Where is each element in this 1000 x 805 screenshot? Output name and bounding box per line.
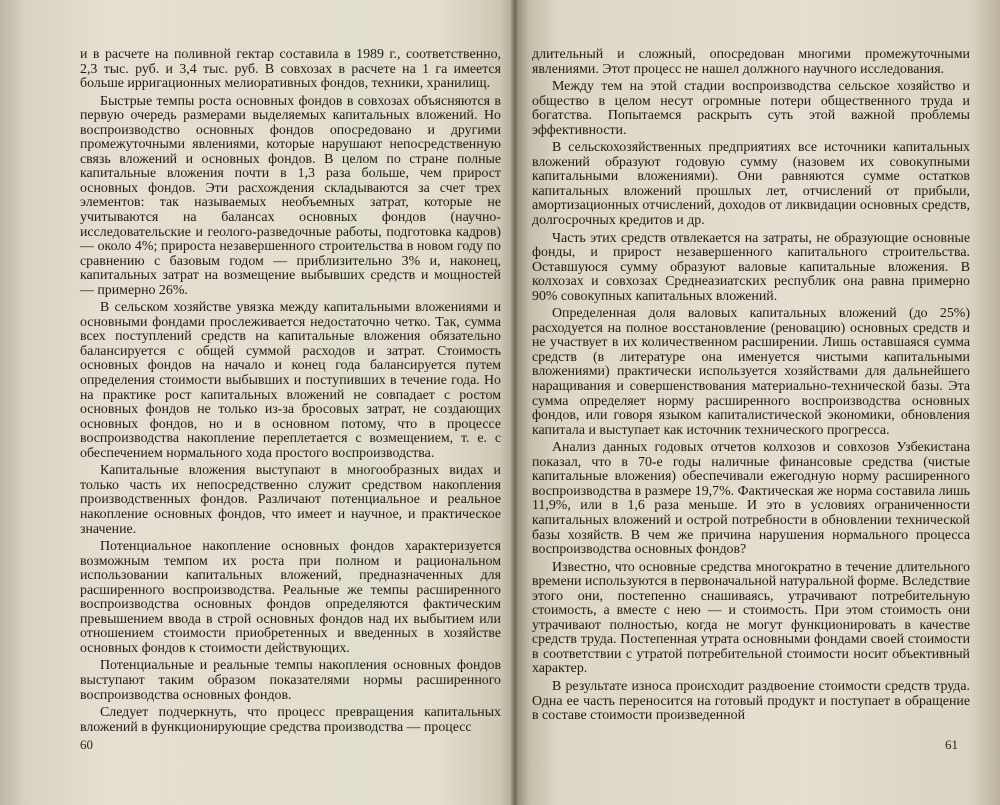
- paragraph: В результате износа происходит раздвоение стоимости средств труда. Одна ее часть переносится на готовый продукт и поступает в обращение в составе стоимости произведенной: [532, 678, 970, 724]
- page-number: 60: [80, 737, 93, 753]
- paragraph: Известно, что основные средства многократно в течение длительного времени используются в первоначальной натуральной форме. Вследствие этого они, постепенно снашиваясь, утрачивают потребительную стоимость, а вместе с нею — и стоимость. При этом стоимость они утрачивают полностью, когда не могут функционировать в качестве средств труда. Постепенная утрата основными фондами своей стоимости в соответствии с утратой потребительной стоимости носит объективный характер.: [532, 559, 970, 677]
- page-number: 61: [945, 737, 958, 753]
- paragraph: Потенциальное накопление основных фондов характеризуется возможным темпом их роста при полном и рациональном использовании капитальных вложений, предназначенных для расширенного воспроизводства. Реальные же темпы расширенного воспроизводства основных фондов определяются фактическим превышением ввода в строй основных фондов над их выбытием или отношением стоимости приобретенных и введенных в хозяйстве основных фондов к стоимости действующих.: [80, 539, 501, 656]
- right-page: [515, 0, 1000, 805]
- paragraph: Потенциальные и реальные темпы накопления основных фондов выступают таким образом показателями нормы расширенного воспроизводства основных фондов.: [80, 658, 501, 703]
- paragraph: Следует подчеркнуть, что процесс превращения капитальных вложений в функционирующие средства производства — процесс: [80, 705, 501, 735]
- paragraph: длительный и сложный, опосредован многими промежуточными явлениями. Этот процесс не нашел должного научного исследования.: [532, 47, 970, 77]
- paragraph: Часть этих средств отвлекается на затраты, не образующие основные фонды, и прирост незавершенного капитального строительства. Оставшуюся сумму образуют валовые капитальные вложения. В колхозах и совхозах Среднеазиатских республик она равна примерно 90% совокупных капитальных вложений.: [532, 230, 970, 304]
- paragraph: Между тем на этой стадии воспроизводства сельское хозяйство и общество в целом несут огромные потери общественного труда и богатства. Попытаемся раскрыть суть этой важной проблемы эффективности.: [532, 79, 970, 138]
- paragraph: Быстрые темпы роста основных фондов в совхозах объясняются в первую очередь размерами выделяемых капитальных вложений. Но воспроизводство основных фондов опосредовано и другими промежуточными явлениями, которые нарушают непосредственную связь вложений и основных фондов. В целом по стране полные капитальные вложения почти в 1,3 раза больше, чем прирост основных фондов. Эти расхождения складываются за счет трех элементов: так называемых необъемных затрат, которые не учитываются на балансах основных фондов (научно-исследовательские и геолого-разведочные работы, подготовка кадров) — около 4%; прироста незавершенного строительства в новом году по сравнению с базовым годом — приблизительно 3% и, наконец, капитальных затрат на возмещение выбывших средств и мощностей — примерно 26%.: [80, 93, 501, 298]
- paragraph: Анализ данных годовых отчетов колхозов и совхозов Узбекистана показал, что в 70-е годы наличные финансовые средства (чистые капитальные вложения) обеспечивали ежегодную норму расширенного воспроизводства в размере 19,7%. Фактическая же норма составила лишь 11,9%, или в 1,6 раза меньше. И это в условиях ограниченности капитальных вложений и острой потребности в обновлении технической базы хозяйств. В чем же причина нарушения нормального процесса воспроизводства основных фондов?: [532, 440, 970, 558]
- paragraph: В сельском хозяйстве увязка между капитальными вложениями и основными фондами прослеживается недостаточно четко. Так, сумма всех поступлений средств на капитальные вложения обязательно балансируется с общей суммой расходов и затрат. Стоимость основных фондов на начало и конец года балансируется путем определения стоимости выбывших и поступивших в течение года. Но на практике рост капитальных вложений не совпадает с ростом основных фондов не только из-за бросовых затрат, не создающих основных фондов, но и в основном потому, что в процессе воспроизводства накопление переплетается с возмещением, т. е. с обеспечением нормального хода простого воспроизводства.: [80, 300, 501, 461]
- paragraph: и в расчете на поливной гектар составила в 1989 г., соответственно, 2,3 тыс. руб. и 3,4 тыс. руб. В совхозах в расчете на 1 га имеется больше ирригационных мелиоративных фондов, техники, хранилищ.: [80, 47, 501, 92]
- paragraph: В сельскохозяйственных предприятиях все источники капитальных вложений образуют годовую сумму (назовем их совокупными капитальными вложениями). Они равняются сумме остатков капитальных вложений прошлых лет, отчислений от прибыли, амортизационных отчислений, доходов от ликвидации основных средств, долгосрочных кредитов и др.: [532, 140, 970, 229]
- book-gutter: [511, 0, 519, 805]
- paragraph: Капитальные вложения выступают в многообразных видах и только часть их непосредственно служит средством накопления производственных фондов. Различают потенциальное и реальное накопление основных фондов, что имеет и научное, и практическое значение.: [80, 463, 501, 537]
- paragraph: Определенная доля валовых капитальных вложений (до 25%) расходуется на полное восстановление (реновацию) основных средств и не участвует в их количественном расширении. Лишь оставшаяся сумма средств (в литературе она именуется чистыми капитальными вложениями) практически используется хозяйствами для дальнейшего наращивания и совершенствования материально-технической базы. Эта сумма определяет норму расширенного воспроизводства основных фондов, или говоря языком капиталистической экономики, обновления капитала и выступает как источник технического прогресса.: [532, 306, 970, 438]
